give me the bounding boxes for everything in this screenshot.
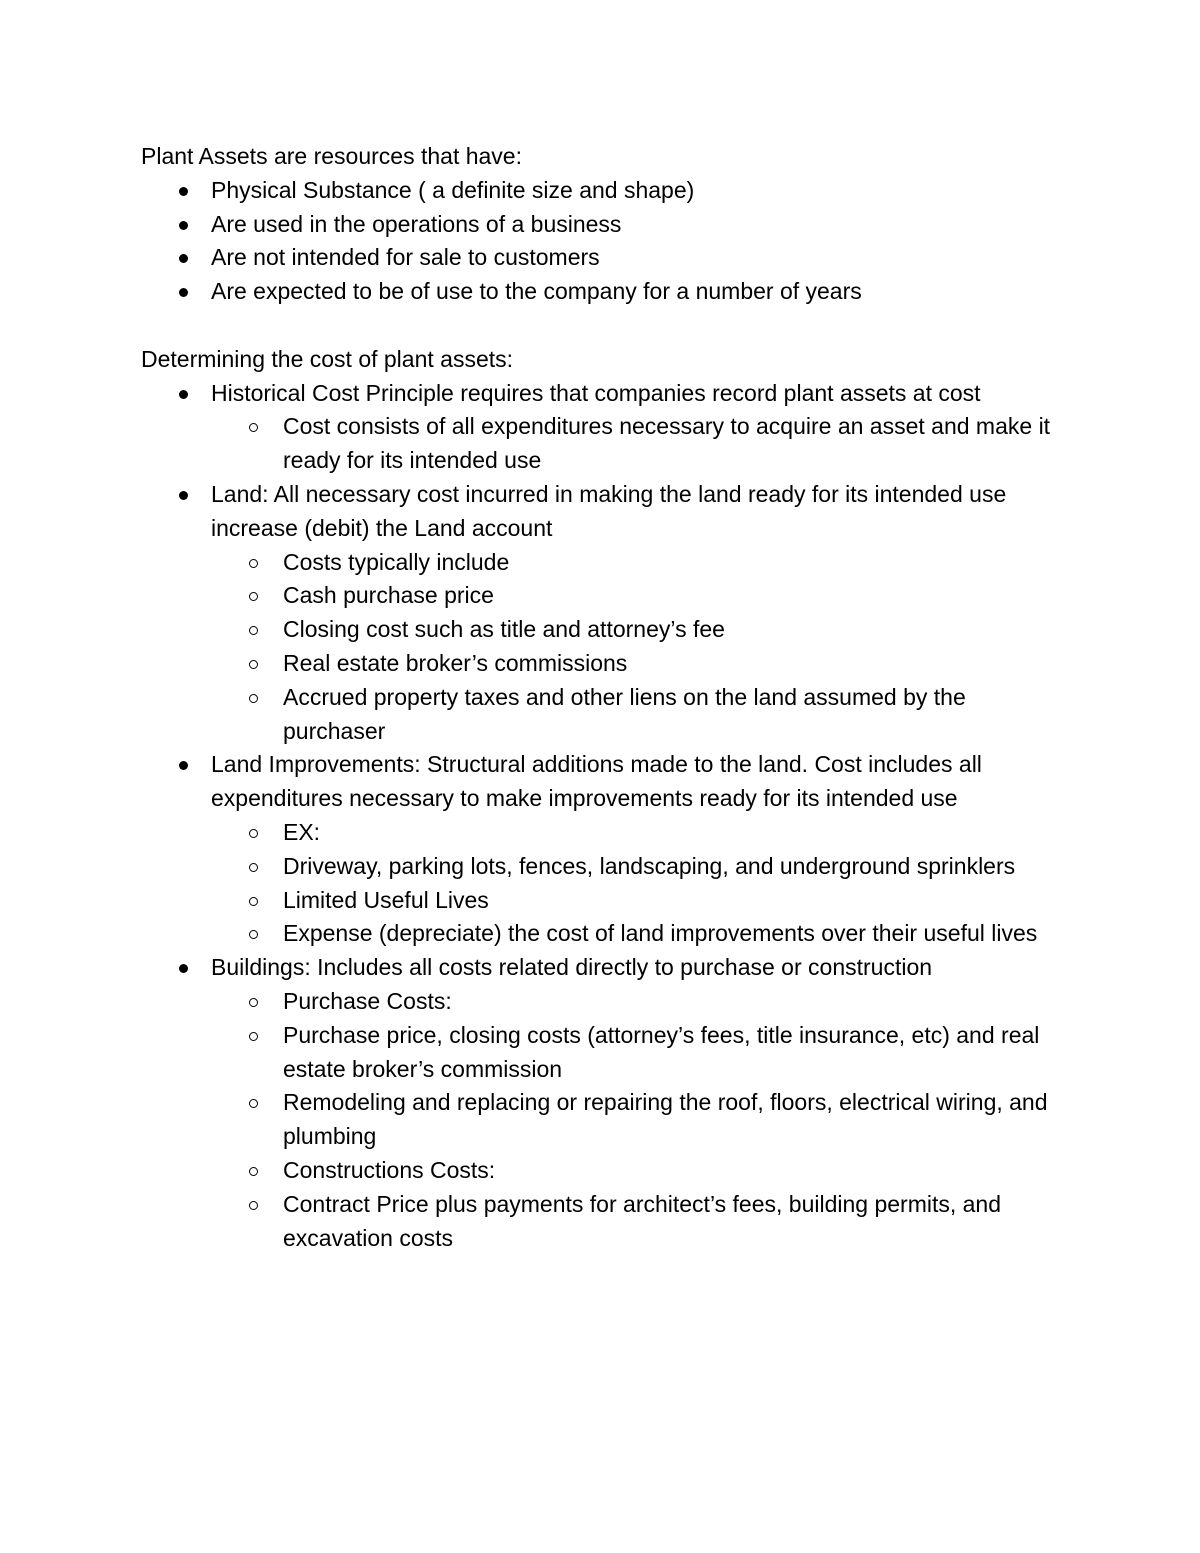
sub-list bbox=[141, 546, 1071, 749]
sub-list bbox=[141, 816, 1071, 951]
sub-list-item bbox=[141, 985, 1071, 1019]
list-item bbox=[141, 377, 1071, 478]
sub-list-item-text: Real estate broker’s commissions bbox=[283, 649, 628, 676]
list-item bbox=[141, 951, 1071, 1255]
sub-list bbox=[141, 985, 1071, 1255]
sub-list bbox=[141, 410, 1071, 478]
bullet-list bbox=[141, 377, 1071, 1256]
sub-list-item bbox=[141, 410, 1071, 478]
sub-list-item-text: EX: bbox=[283, 818, 321, 845]
list-item bbox=[141, 241, 1071, 275]
bullet-icon bbox=[179, 288, 188, 297]
bullet-icon bbox=[179, 390, 188, 399]
sub-list-item bbox=[141, 850, 1071, 884]
list-item bbox=[141, 748, 1071, 951]
sub-list-item bbox=[141, 816, 1071, 850]
bullet-icon bbox=[179, 964, 188, 973]
sub-list-item-text: Constructions Costs: bbox=[283, 1156, 496, 1183]
sub-list-item bbox=[141, 613, 1071, 647]
bullet-icon bbox=[179, 221, 188, 230]
sub-list-item bbox=[141, 579, 1071, 613]
sub-list-item bbox=[141, 917, 1071, 951]
sub-list-item bbox=[141, 884, 1071, 918]
circle-bullet-icon bbox=[249, 897, 258, 906]
bullet-icon bbox=[179, 187, 188, 196]
circle-bullet-icon bbox=[249, 559, 258, 568]
sub-list-item bbox=[141, 1154, 1071, 1188]
sub-list-item bbox=[141, 1188, 1071, 1256]
bullet-icon bbox=[179, 254, 188, 263]
document-page bbox=[141, 140, 1071, 1255]
list-item-text: Physical Substance ( a definite size and shape) bbox=[211, 176, 695, 203]
list-item-text: Buildings: Includes all costs related directly to purchase or construction bbox=[211, 954, 933, 981]
list-item bbox=[141, 275, 1071, 309]
sub-list-item-text: Costs typically include bbox=[283, 548, 510, 575]
sub-list-item bbox=[141, 647, 1071, 681]
sub-list-item-text: Closing cost such as title and attorney’s fee bbox=[283, 616, 725, 643]
sub-list-item bbox=[141, 681, 1071, 749]
list-item-text: Are not intended for sale to customers bbox=[211, 244, 600, 271]
bullet-icon bbox=[179, 761, 188, 770]
sub-list-item bbox=[141, 1019, 1071, 1087]
sub-list-item-text: Cash purchase price bbox=[283, 582, 494, 609]
circle-bullet-icon bbox=[249, 1032, 258, 1041]
sub-list-item-text: Cost consists of all expenditures necessary to acquire an asset and make it ready for its intended use bbox=[283, 413, 1051, 474]
list-item-text: Land: All necessary cost incurred in making the land ready for its intended use increase (debit) the Land account bbox=[211, 480, 1007, 541]
list-item bbox=[141, 208, 1071, 242]
list-item bbox=[141, 174, 1071, 208]
list-item bbox=[141, 478, 1071, 748]
sub-list-item-text: Contract Price plus payments for architect’s fees, building permits, and excavation costs bbox=[283, 1190, 1002, 1251]
sub-list-item bbox=[141, 1086, 1071, 1154]
circle-bullet-icon bbox=[249, 1201, 258, 1210]
sub-list-item-text: Expense (depreciate) the cost of land improvements over their useful lives bbox=[283, 920, 1038, 947]
sub-list-item-text: Accrued property taxes and other liens on the land assumed by the purchaser bbox=[283, 683, 966, 744]
list-item-text: Are expected to be of use to the company for a number of years bbox=[211, 278, 862, 305]
sub-list-item-text: Purchase Costs: bbox=[283, 987, 452, 1014]
sub-list-item-text: Remodeling and replacing or repairing the roof, floors, electrical wiring, and plumbing bbox=[283, 1089, 1048, 1150]
spacer bbox=[141, 309, 1071, 343]
circle-bullet-icon bbox=[249, 829, 258, 838]
bullet-list bbox=[141, 174, 1071, 309]
circle-bullet-icon bbox=[249, 1167, 258, 1176]
sub-list-item bbox=[141, 546, 1071, 580]
sub-list-item-text: Purchase price, closing costs (attorney’s fees, title insurance, etc) and real estate broker’s commission bbox=[283, 1021, 1040, 1082]
circle-bullet-icon bbox=[249, 863, 258, 872]
sub-list-item-text: Limited Useful Lives bbox=[283, 886, 489, 913]
list-item-text: Land Improvements: Structural additions made to the land. Cost includes all expenditures necessary to make improvements ready for its intended use bbox=[211, 751, 982, 812]
sub-list-item-text: Driveway, parking lots, fences, landscaping, and underground sprinklers bbox=[283, 852, 1016, 879]
circle-bullet-icon bbox=[249, 660, 258, 669]
bullet-icon bbox=[179, 491, 188, 500]
list-item-text: Historical Cost Principle requires that companies record plant assets at cost bbox=[211, 379, 981, 406]
list-item-text: Are used in the operations of a business bbox=[211, 210, 622, 237]
section-title: Determining the cost of plant assets: bbox=[141, 345, 514, 372]
section-title: Plant Assets are resources that have: bbox=[141, 143, 522, 169]
circle-bullet-icon bbox=[249, 998, 258, 1007]
circle-bullet-icon bbox=[249, 694, 258, 703]
